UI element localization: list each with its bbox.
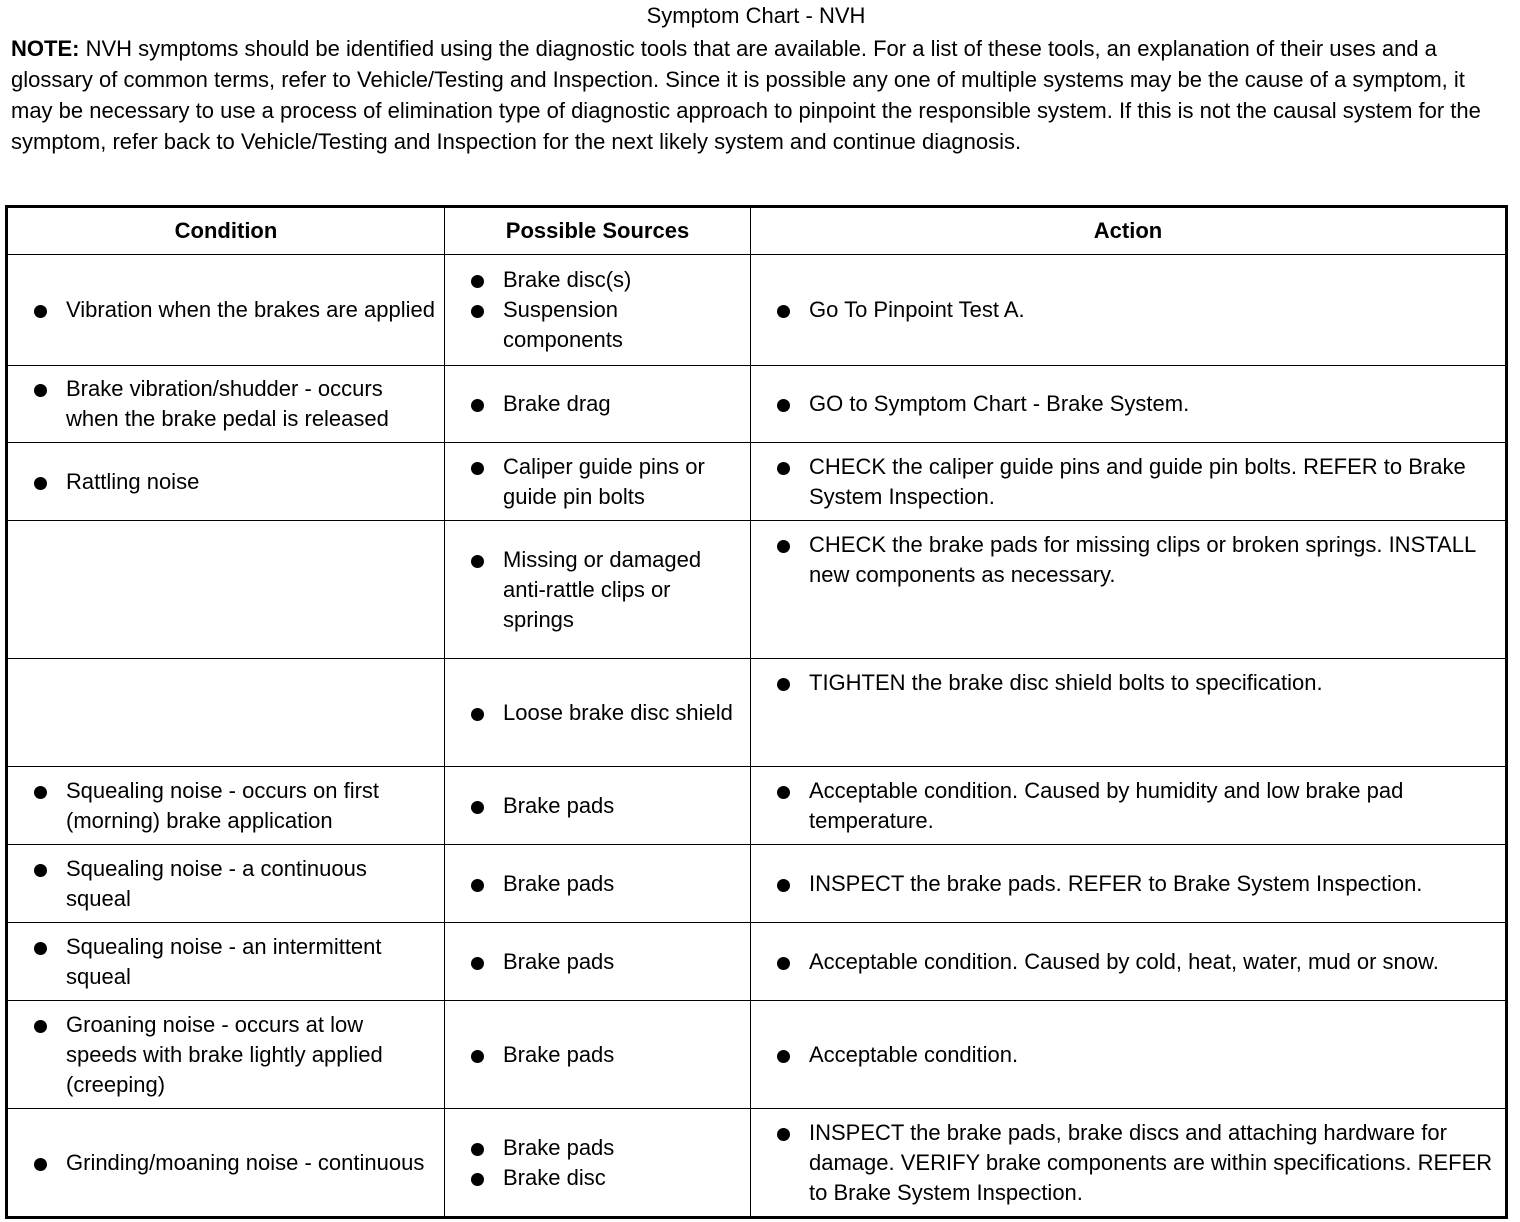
bullet-list (8, 467, 444, 497)
list-item: INSPECT the brake pads. REFER to Brake System Inspection. (751, 869, 1505, 899)
action-cell (751, 767, 1507, 845)
list-item: Brake disc (445, 1163, 750, 1193)
sources-cell (445, 767, 751, 845)
table-row (7, 659, 1507, 767)
table-row (7, 923, 1507, 1001)
bullet-list (8, 374, 444, 434)
bullet-list (751, 452, 1505, 512)
list-item: Brake pads (445, 869, 750, 899)
table-row (7, 1109, 1507, 1218)
condition-cell (7, 923, 445, 1001)
list-item: Brake vibration/shudder - occurs when the brake pedal is released (8, 374, 444, 434)
bullet-list (751, 530, 1505, 590)
list-item: GO to Symptom Chart - Brake System. (751, 389, 1505, 419)
condition-cell (7, 767, 445, 845)
condition-cell (7, 521, 445, 659)
list-item: Grinding/moaning noise - continuous (8, 1148, 444, 1178)
list-item: TIGHTEN the brake disc shield bolts to specification. (751, 668, 1505, 698)
bullet-list (445, 1040, 750, 1070)
list-item: Caliper guide pins or guide pin bolts (445, 452, 750, 512)
header-row (7, 207, 1507, 255)
bullet-list (751, 776, 1505, 836)
bullet-list (445, 869, 750, 899)
sources-cell (445, 923, 751, 1001)
action-cell (751, 923, 1507, 1001)
header-possible-sources: Possible Sources (445, 207, 751, 255)
action-cell (751, 521, 1507, 659)
list-item: Squealing noise - an intermittent squeal (8, 932, 444, 992)
bullet-list (445, 389, 750, 419)
table-row (7, 1001, 1507, 1109)
list-item: Missing or damaged anti-rattle clips or springs (445, 545, 750, 635)
sources-cell (445, 1109, 751, 1218)
bullet-list (8, 1148, 444, 1178)
table-row (7, 366, 1507, 443)
table-row (7, 845, 1507, 923)
bullet-list (445, 698, 750, 728)
header-action: Action (751, 207, 1507, 255)
list-item: Brake pads (445, 947, 750, 977)
bullet-list (8, 932, 444, 992)
list-item: CHECK the caliper guide pins and guide pin bolts. REFER to Brake System Inspection. (751, 452, 1505, 512)
list-item: INSPECT the brake pads, brake discs and attaching hardware for damage. VERIFY brake components are within specifications. REFER to Brake System Inspection. (751, 1118, 1505, 1208)
bullet-list (445, 947, 750, 977)
bullet-list (751, 668, 1505, 698)
bullet-list (445, 791, 750, 821)
table-row (7, 521, 1507, 659)
list-item: Brake disc(s) (445, 265, 750, 295)
bullet-list (751, 947, 1505, 977)
bullet-list (445, 265, 750, 355)
sources-cell (445, 521, 751, 659)
action-cell (751, 845, 1507, 923)
bullet-list (445, 452, 750, 512)
list-item: CHECK the brake pads for missing clips or broken springs. INSTALL new components as necessary. (751, 530, 1505, 590)
bullet-list (445, 1133, 750, 1193)
list-item: Brake pads (445, 1040, 750, 1070)
table-row (7, 443, 1507, 521)
condition-cell (7, 255, 445, 366)
list-item: Brake pads (445, 1133, 750, 1163)
bullet-list (751, 869, 1505, 899)
list-item: Brake pads (445, 791, 750, 821)
condition-cell (7, 845, 445, 923)
bullet-list (445, 545, 750, 635)
action-cell (751, 1109, 1507, 1218)
list-item: Groaning noise - occurs at low speeds with brake lightly applied (creeping) (8, 1010, 444, 1100)
action-cell (751, 443, 1507, 521)
action-cell (751, 255, 1507, 366)
bullet-list (751, 1040, 1505, 1070)
list-item: Squealing noise - a continuous squeal (8, 854, 444, 914)
page-title: Symptom Chart - NVH (646, 3, 866, 28)
condition-cell (7, 1001, 445, 1109)
sources-cell (445, 443, 751, 521)
list-item: Suspension components (445, 295, 750, 355)
bullet-list (8, 854, 444, 914)
condition-cell (7, 443, 445, 521)
table-row (7, 255, 1507, 366)
action-cell (751, 1001, 1507, 1109)
list-item: Go To Pinpoint Test A. (751, 295, 1505, 325)
action-cell (751, 659, 1507, 767)
list-item: Squealing noise - occurs on first (morning) brake application (8, 776, 444, 836)
list-item: Vibration when the brakes are applied (8, 295, 444, 325)
list-item: Acceptable condition. (751, 1040, 1505, 1070)
list-item: Rattling noise (8, 467, 444, 497)
condition-cell (7, 1109, 445, 1218)
bullet-list (751, 389, 1505, 419)
condition-cell (7, 366, 445, 443)
list-item: Acceptable condition. Caused by humidity and low brake pad temperature. (751, 776, 1505, 836)
note-text: NVH symptoms should be identified using the diagnostic tools that are available. For a list of these tools, an explanation of their uses and a glossary of common terms, refer to Vehicle/Testing and Inspection. Since it is possible any one of multiple systems may be the cause of a symptom, it may be necessary to use a process of elimination type of diagnostic approach to pinpoint the responsible system. If this is not the causal system for the symptom, refer back to Vehicle/Testing and Inspection for the next likely system and continue diagnosis. (11, 36, 1481, 154)
sources-cell (445, 845, 751, 923)
note-paragraph (11, 33, 1511, 157)
table-row (7, 767, 1507, 845)
sources-cell (445, 1001, 751, 1109)
note-label: NOTE: (11, 36, 80, 61)
list-item: Loose brake disc shield (445, 698, 750, 728)
sources-cell (445, 255, 751, 366)
list-item: Acceptable condition. Caused by cold, heat, water, mud or snow. (751, 947, 1505, 977)
condition-cell (7, 659, 445, 767)
symptom-table (5, 205, 1508, 1219)
bullet-list (8, 776, 444, 836)
header-condition: Condition (7, 207, 445, 255)
bullet-list (8, 295, 444, 325)
list-item: Brake drag (445, 389, 750, 419)
bullet-list (751, 295, 1505, 325)
bullet-list (751, 1118, 1505, 1208)
bullet-list (8, 1010, 444, 1100)
action-cell (751, 366, 1507, 443)
sources-cell (445, 366, 751, 443)
sources-cell (445, 659, 751, 767)
